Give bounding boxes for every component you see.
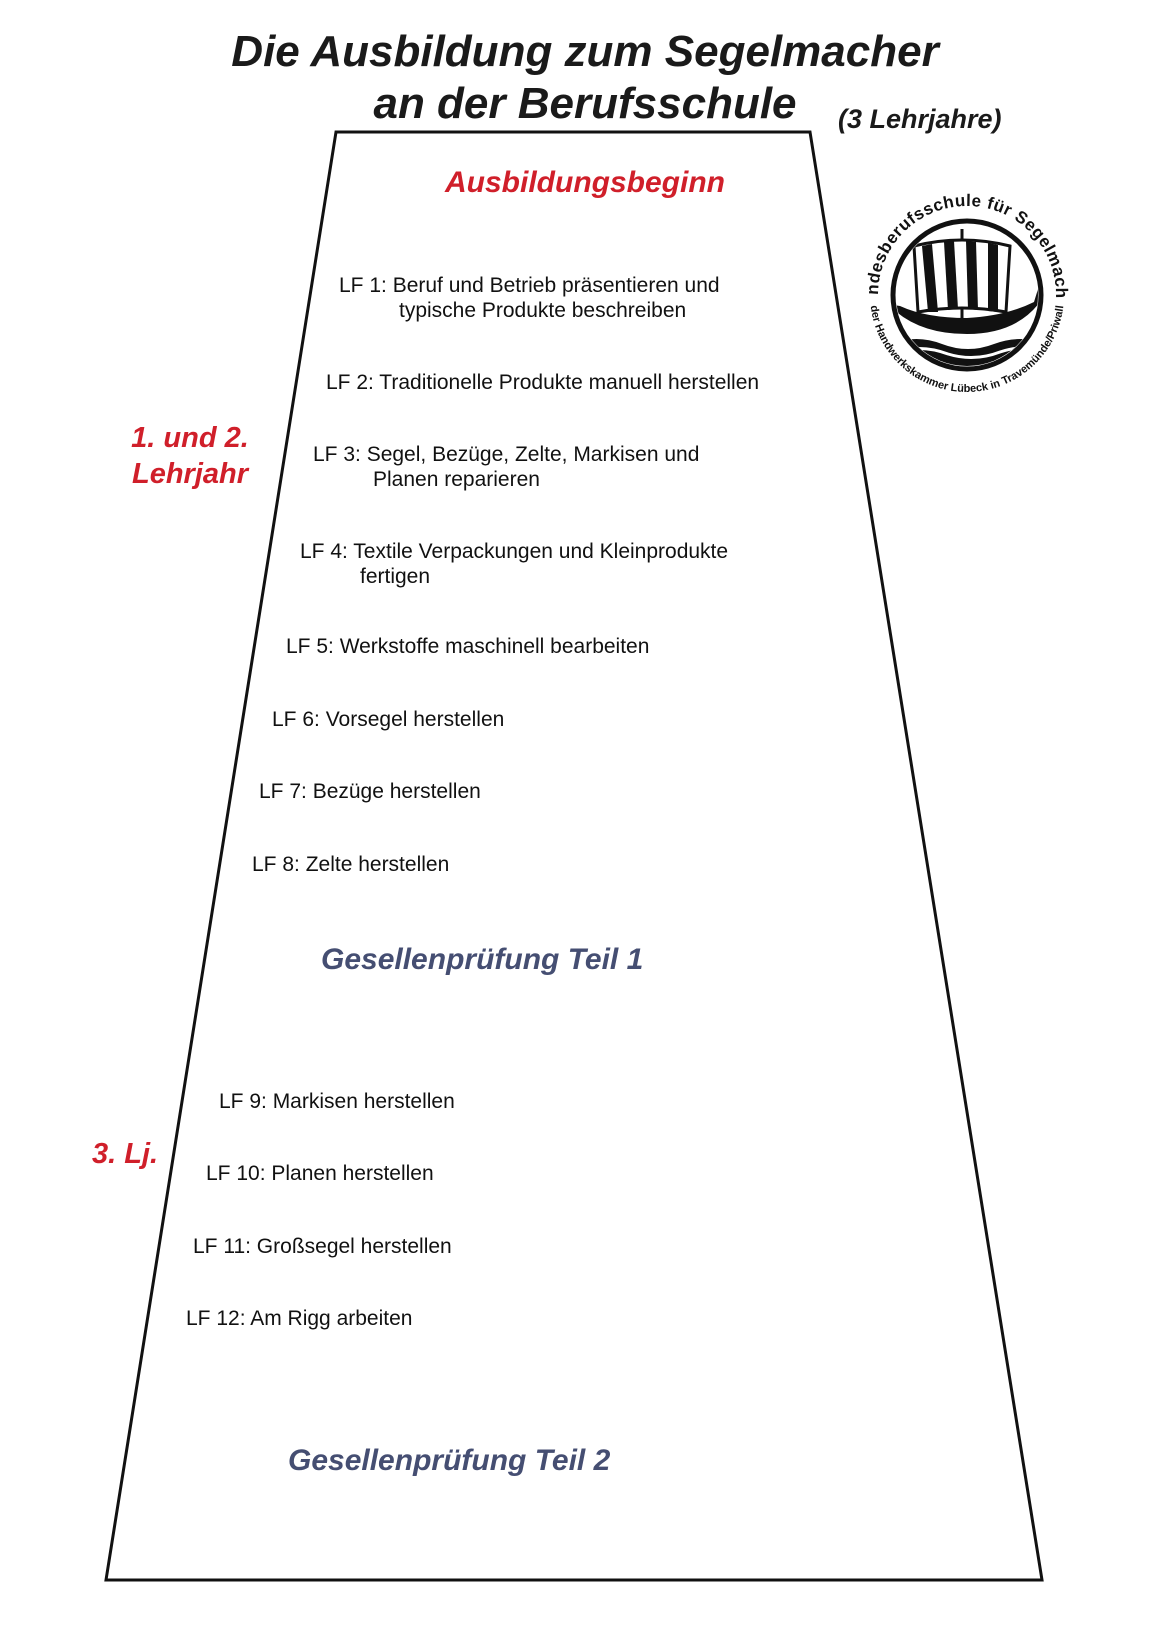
- lf-line2: fertigen: [360, 565, 431, 588]
- learning-field-2: [326, 370, 759, 395]
- years-1-2-line1: 1. und 2.: [131, 422, 249, 454]
- learning-field-8: [252, 852, 449, 877]
- years-1-2-line2: Lehrjahr: [131, 458, 249, 490]
- page-title-line1: Die Ausbildung zum Segelmacher: [231, 27, 939, 76]
- learning-field-1: [339, 273, 720, 323]
- training-start-label: Ausbildungsbeginn: [445, 166, 725, 199]
- lf-line1: LF 5: Werkstoffe maschinell bearbeiten: [286, 635, 650, 658]
- lf-line1: LF 6: Vorsegel herstellen: [272, 708, 505, 731]
- lf-line1: LF 2: Traditionelle Produkte manuell herstellen: [326, 371, 760, 394]
- lf-line1: LF 9: Markisen herstellen: [219, 1090, 455, 1113]
- year-3-label: 3. Lj.: [92, 1138, 159, 1170]
- learning-field-3: [313, 442, 699, 492]
- lf-line1: LF 8: Zelte herstellen: [252, 853, 450, 876]
- viking-ship-icon: [856, 184, 1078, 406]
- school-logo: [856, 184, 1078, 406]
- learning-field-10: [206, 1161, 434, 1186]
- lf-line1: LF 12: Am Rigg arbeiten: [186, 1307, 413, 1330]
- lf-line1: LF 3: Segel, Bezüge, Zelte, Markisen und: [313, 443, 700, 466]
- learning-field-11: [193, 1234, 452, 1259]
- learning-field-6: [272, 707, 504, 732]
- learning-field-5: [286, 634, 649, 659]
- logo-bottom-text: der Handwerkskammer Lübeck in Travemünde/Priwall: [867, 304, 1067, 395]
- exam-part2-label: Gesellenprüfung Teil 2: [288, 1444, 611, 1477]
- years-note: (3 Lehrjahre): [838, 104, 1002, 134]
- learning-field-9: [219, 1089, 455, 1114]
- lf-line2: Planen reparieren: [373, 468, 540, 491]
- lf-line1: LF 4: Textile Verpackungen und Kleinprodukte: [300, 540, 729, 563]
- lf-line1: LF 10: Planen herstellen: [206, 1162, 434, 1185]
- lf-line1: LF 11: Großsegel herstellen: [193, 1235, 452, 1258]
- lf-line2: typische Produkte beschreiben: [399, 299, 687, 322]
- exam-part1-label: Gesellenprüfung Teil 1: [321, 943, 644, 976]
- learning-field-12: [186, 1306, 412, 1331]
- learning-field-4: [300, 539, 728, 589]
- lf-line1: LF 7: Bezüge herstellen: [259, 780, 481, 803]
- page-title-line2: an der Berufsschule: [373, 79, 797, 128]
- years-1-2-label: [120, 420, 260, 492]
- lf-line1: LF 1: Beruf und Betrieb präsentieren und: [339, 274, 720, 297]
- logo-top-text: ndesberufsschule für Segelmach: [862, 190, 1072, 299]
- learning-field-7: [259, 779, 481, 804]
